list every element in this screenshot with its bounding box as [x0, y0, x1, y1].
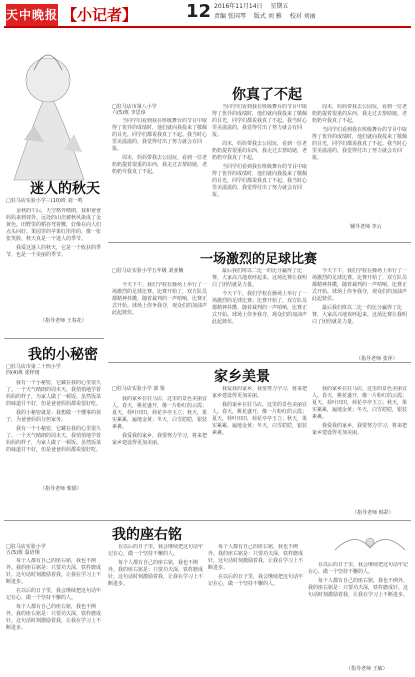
paragraph: 当同学们看到我在班级舞台的节目中取得了优异的成绩时，他们就向我投来了敬佩的目光，同学们都说我真了不起。我当时心里美滋滋的，我觉得付出了努力就会有回报。 — [212, 164, 308, 198]
article-body-column — [212, 268, 308, 348]
autumn-illustration — [4, 30, 92, 182]
article-body — [112, 118, 208, 232]
bird-illustration — [330, 520, 410, 560]
paragraph: 最后我们班以二比一的比分赢得了比赛，大家高兴地欢呼起来。这场比赛让我明白了团结就是力量。 — [312, 305, 408, 325]
issue-date: 2016年11月14日 — [214, 3, 263, 10]
article-body-column — [208, 544, 304, 670]
proofreader-credit: 校对 刘丽 — [289, 13, 316, 20]
paragraph: 在以后的日子里，我会继续把这句话牢记在心，做一个坚持不懈的人。 — [6, 588, 102, 601]
editor-credit: 责编 张国琴 — [214, 13, 246, 20]
article-tutor: （指导老师 王春花） — [40, 318, 87, 324]
paragraph: 今天下午，我们学校在操场上举行了一场激烈的足球比赛。比赛开始了，双方队员都精神抖擞，随着裁判的一声哨响，比赛正式开始。球场上你争我夺，观众们的加油声此起彼伏。 — [112, 282, 208, 316]
paragraph: 我的家乡在驻马店，这里的景色美丽宜人。春天，桃花盛开，像一片粉红的云霞；夏天，荷叶田田，荷花亭亭玉立；秋天，果实累累，遍地金黄；冬天，白雪皑皑，银装素裹。 — [312, 386, 408, 420]
paragraph: 当同学们看到我在班级舞台的节目中取得了优异的成绩时，他们就向我投来了敬佩的目光，同学们都说我真了不起。我当时心里美滋滋的，我觉得付出了努力就会有回报。 — [312, 127, 408, 161]
designer-credit: 版式 刘 雅 — [253, 13, 282, 20]
section-divider — [4, 520, 411, 521]
paragraph: 当同学们看到我在班级舞台的节目中取得了优异的成绩时，他们就向我投来了敬佩的目光，同学们都说我真了不起。我当时心里美滋滋的，我觉得付出了努力就会有回报。 — [112, 118, 208, 152]
article-title: 我的小秘密 — [28, 347, 98, 363]
article-byline: □驻马店实验小学五年级 刘亚楠 — [112, 268, 184, 274]
article-body — [112, 396, 208, 508]
paragraph: 每个人都有自己的座右铭，我也不例外。我的座右铭是：只要功夫深，铁杵磨成针。这句话时刻激励着我，让我在学习上不断进步。 — [108, 560, 204, 587]
article-title: 你真了不起 — [232, 87, 302, 103]
issue-meta — [214, 2, 324, 22]
paragraph: 我爱我的家乡，我要努力学习，将来把家乡建设得更加美丽。 — [212, 386, 308, 399]
masthead — [0, 0, 415, 34]
paragraph: 在以后的日子里，我会继续把这句话牢记在心，做一个坚持不懈的人。 — [108, 544, 204, 557]
paragraph: 在以后的日子里，我会继续把这句话牢记在心，做一个坚持不懈的人。 — [208, 574, 304, 587]
page-number: 12 — [186, 1, 212, 22]
section-divider — [108, 242, 411, 243]
article-tutor: （指导老师 张萍） — [356, 356, 398, 362]
article-tutor: 辅导老师 李云 — [350, 224, 382, 230]
article-tutor: （指导老师 韩彩） — [352, 510, 394, 516]
article-title: 我的座右铭 — [112, 527, 182, 543]
paragraph: 当同学们看到我在班级舞台的节目中取得了优异的成绩时，他们就向我投来了敬佩的目光，同学们都说我真了不起。我当时心里美滋滋的，我觉得付出了努力就会有回报。 — [212, 104, 308, 138]
article-body-column — [312, 386, 408, 504]
paragraph: 每个人都有自己的座右铭，我也不例外。我的座右铭是：只要功夫深，铁杵磨成针。这句话时刻激励着我，让我在学习上不断进步。 — [6, 558, 102, 585]
section-title: 【小记者】 — [62, 6, 138, 24]
paragraph: 我有一个小秘密，它藏在我的心里很久了。一个天气晴朗的周末天，我悄悄地学着妈妈的样子，为家人做了一顿饭。虽然饭菜的味道并不好，但是爸爸妈妈都说很好吃。 — [6, 426, 102, 453]
article-tutor: （指导老师 柴娟） — [40, 486, 82, 492]
paragraph: 最后我们班以二比一的比分赢得了比赛，大家高兴地欢呼起来。这场比赛让我明白了团结就是力量。 — [212, 268, 308, 288]
paragraph: 我爱我的家乡，我要努力学习，将来把家乡建设得更加美丽。 — [112, 433, 208, 446]
section-divider — [108, 362, 411, 363]
article-body-column — [312, 104, 408, 222]
article-byline: □驻马店市第八小学 六(5)班 李思淳 — [112, 104, 157, 116]
paragraph: 周末，妈妈带我去公园玩，看到一位老奶奶提着很重的东西，我走过去帮助她，老奶奶夸我真了不起。 — [112, 155, 208, 175]
article-body-column — [108, 544, 204, 670]
section-divider — [4, 338, 104, 339]
article-body — [112, 282, 208, 348]
article-title: 迷人的秋天 — [30, 181, 100, 197]
paragraph: 每个人都有自己的座右铭，我也不例外。我的座右铭是：只要功夫深，铁杵磨成针。这句话时刻激励着我，让我在学习上不断进步。 — [308, 578, 408, 598]
article-body — [6, 380, 104, 480]
paragraph: 周末，妈妈带我去公园玩，看到一位老奶奶提着很重的东西，我走过去帮助她，老奶奶夸我真了不起。 — [312, 104, 408, 124]
article-title: 家乡美景 — [214, 369, 270, 385]
article-body-column — [212, 386, 308, 508]
paragraph: 我爱我的家乡，我要努力学习，将来把家乡建设得更加美丽。 — [312, 423, 408, 436]
article-byline: □驻马店实验小学三(10)班 刘一鸣 — [6, 198, 83, 204]
paragraph: 今天下午，我们学校在操场上举行了一场激烈的足球比赛。比赛开始了，双方队员都精神抖擞，随着裁判的一声哨响，比赛正式开始。球场上你争我夺，观众们的加油声此起彼伏。 — [312, 268, 408, 302]
paragraph: 在以后的日子里，我会继续把这句话牢记在心，做一个坚持不懈的人。 — [308, 562, 408, 575]
paragraph: 金秋的午后，天空格外晴朗，我和爸爸妈妈来到郊外。远处的山峦被秋风染成了金黄色，田野里的稻谷弯着腰，好像在向人们点头问好。果园里的苹果红彤彤的，像一张张笑脸。秋天真是一个迷人的季节。 — [6, 208, 102, 242]
article-title: 一场激烈的足球比赛 — [200, 252, 318, 267]
paragraph: 今天下午，我们学校在操场上举行了一场激烈的足球比赛。比赛开始了，双方队员都精神抖擞，随着裁判的一声哨响，比赛正式开始。球场上你争我夺，观众们的加油声此起彼伏。 — [212, 291, 308, 325]
article-body-column — [212, 104, 308, 232]
paragraph: 我的家乡在驻马店，这里的景色美丽宜人。春天，桃花盛开，像一片粉红的云霞；夏天，荷叶田田，荷花亭亭玉立；秋天，果实累累，遍地金黄；冬天，白雪皑皑，银装素裹。 — [112, 396, 208, 430]
paragraph: 我有一个小秘密，它藏在我的心里很久了。一个天气晴朗的周末天，我悄悄地学着妈妈的样子，为家人做了一顿饭。虽然饭菜的味道并不好，但是爸爸妈妈都说很好吃。 — [6, 380, 102, 407]
article-body — [6, 208, 104, 312]
paragraph: 我的家乡在驻马店，这里的景色美丽宜人。春天，桃花盛开，像一片粉红的云霞；夏天，荷叶田田，荷花亭亭玉立；秋天，果实累累，遍地金黄；冬天，白雪皑皑，银装素裹。 — [212, 402, 308, 436]
article-byline: □驻马店市第二十四小学 四(4)班 张梓雨 — [6, 364, 61, 376]
newspaper-logo: 天中晚报 — [6, 4, 58, 26]
article-tutor: （指导老师 王敏） — [346, 666, 388, 672]
paragraph: 周末，妈妈带我去公园玩，看到一位老奶奶提着很重的东西，我走过去帮助她，老奶奶夸我真了不起。 — [212, 141, 308, 161]
paragraph: 每个人都有自己的座右铭，我也不例外。我的座右铭是：只要功夫深，铁杵磨成针。这句话时刻激励着我，让我在学习上不断进步。 — [208, 544, 304, 571]
article-body — [6, 558, 104, 670]
paragraph: 每个人都有自己的座右铭，我也不例外。我的座右铭是：只要功夫深，铁杵磨成针。这句话时刻激励着我，让我在学习上不断进步。 — [6, 604, 102, 631]
paragraph: 我的小秘密就是：我想做一个懂事的孩子，为爸爸妈妈分担家务。 — [6, 410, 102, 423]
masthead-rule — [4, 26, 411, 28]
issue-weekday: 星期五 — [270, 3, 289, 10]
article-byline: □驻马店实验小学 郭 梁 — [112, 386, 165, 392]
paragraph: 我爱这迷人的秋天，它是一个收获的季节，也是一个美丽的季节。 — [6, 245, 102, 258]
article-body-column — [312, 268, 408, 352]
article-byline: □驻马店实验小学 五(5)班 温培翔 — [6, 544, 46, 556]
article-body-column — [308, 562, 408, 662]
